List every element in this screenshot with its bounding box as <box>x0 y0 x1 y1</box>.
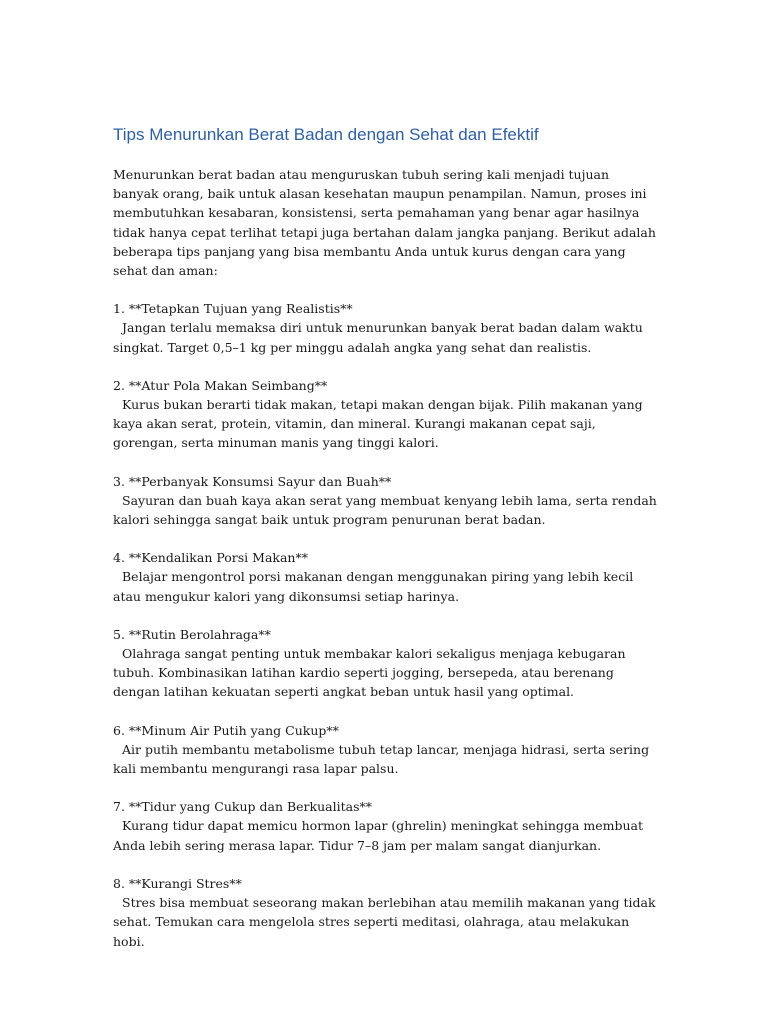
tip-body: Olahraga sangat penting untuk membakar kalori sekaligus menjaga kebugaran tubuh. Kombinasikan latihan kardio seperti jogging, bersepeda, atau berenang dengan latihan kekuatan seperti angkat beban untuk hasil yang optimal. <box>113 646 626 700</box>
tip-item <box>113 472 658 530</box>
document-body <box>113 124 658 970</box>
tip-heading: 5. **Rutin Berolahraga** <box>113 626 271 642</box>
tip-item <box>113 625 658 702</box>
tip-item <box>113 299 658 357</box>
tip-heading: 6. **Minum Air Putih yang Cukup** <box>113 722 339 738</box>
tip-body: Kurang tidur dapat memicu hormon lapar (ghrelin) meningkat sehingga membuat Anda lebih sering merasa lapar. Tidur 7–8 jam per malam sangat dianjurkan. <box>113 818 643 853</box>
tip-item <box>113 376 658 453</box>
document-title: Tips Menurunkan Berat Badan dengan Sehat dan Efektif <box>113 125 539 144</box>
tip-body: Sayuran dan buah kaya akan serat yang membuat kenyang lebih lama, serta rendah kalori sehingga sangat baik untuk program penurunan berat badan. <box>113 492 657 528</box>
intro-paragraph: Menurunkan berat badan atau menguruskan tubuh sering kali menjadi tujuan banyak orang, baik untuk alasan kesehatan maupun penampilan. Namun, proses ini membutuhkan kesabaran, konsistensi, serta pemahaman yang benar agar hasilnya tidak hanya cepat terlihat tetapi juga bertahan dalam jangka panjang. Berikut adalah beberapa tips panjang yang bisa membantu Anda untuk kurus dengan cara yang sehat dan aman: <box>113 167 656 279</box>
tip-body: Stres bisa membuat seseorang makan berlebihan atau memilih makanan yang tidak sehat. Temukan cara mengelola stres seperti meditasi, olahraga, atau melakukan hobi. <box>113 895 656 949</box>
tip-body: Air putih membantu metabolisme tubuh tetap lancar, menjaga hidrasi, serta sering kali membantu mengurangi rasa lapar palsu. <box>113 741 650 777</box>
tip-item <box>113 797 658 855</box>
tip-body: Belajar mengontrol porsi makanan dengan menggunakan piring yang lebih kecil atau mengukur kalori yang dikonsumsi setiap harinya. <box>113 569 634 604</box>
tip-heading: 2. **Atur Pola Makan Seimbang** <box>113 377 328 393</box>
tip-heading: 1. **Tetapkan Tujuan yang Realistis** <box>113 301 353 317</box>
tip-item <box>113 874 658 951</box>
tip-body: Jangan terlalu memaksa diri untuk menurunkan banyak berat badan dalam waktu singkat. Target 0,5–1 kg per minggu adalah angka yang sehat dan realistis. <box>113 320 643 355</box>
tip-heading: 3. **Perbanyak Konsumsi Sayur dan Buah** <box>113 473 392 489</box>
tip-heading: 7. **Tidur yang Cukup dan Berkualitas** <box>113 799 372 815</box>
tip-item <box>113 548 658 606</box>
tip-body: Kurus bukan berarti tidak makan, tetapi makan dengan bijak. Pilih makanan yang kaya akan serat, protein, vitamin, dan mineral. Kurangi makanan cepat saji, gorengan, serta minuman manis yang tinggi kalori. <box>113 397 643 451</box>
tip-item <box>113 721 658 779</box>
tip-heading: 8. **Kurangi Stres** <box>113 875 242 891</box>
tip-heading: 4. **Kendalikan Porsi Makan** <box>113 550 308 566</box>
